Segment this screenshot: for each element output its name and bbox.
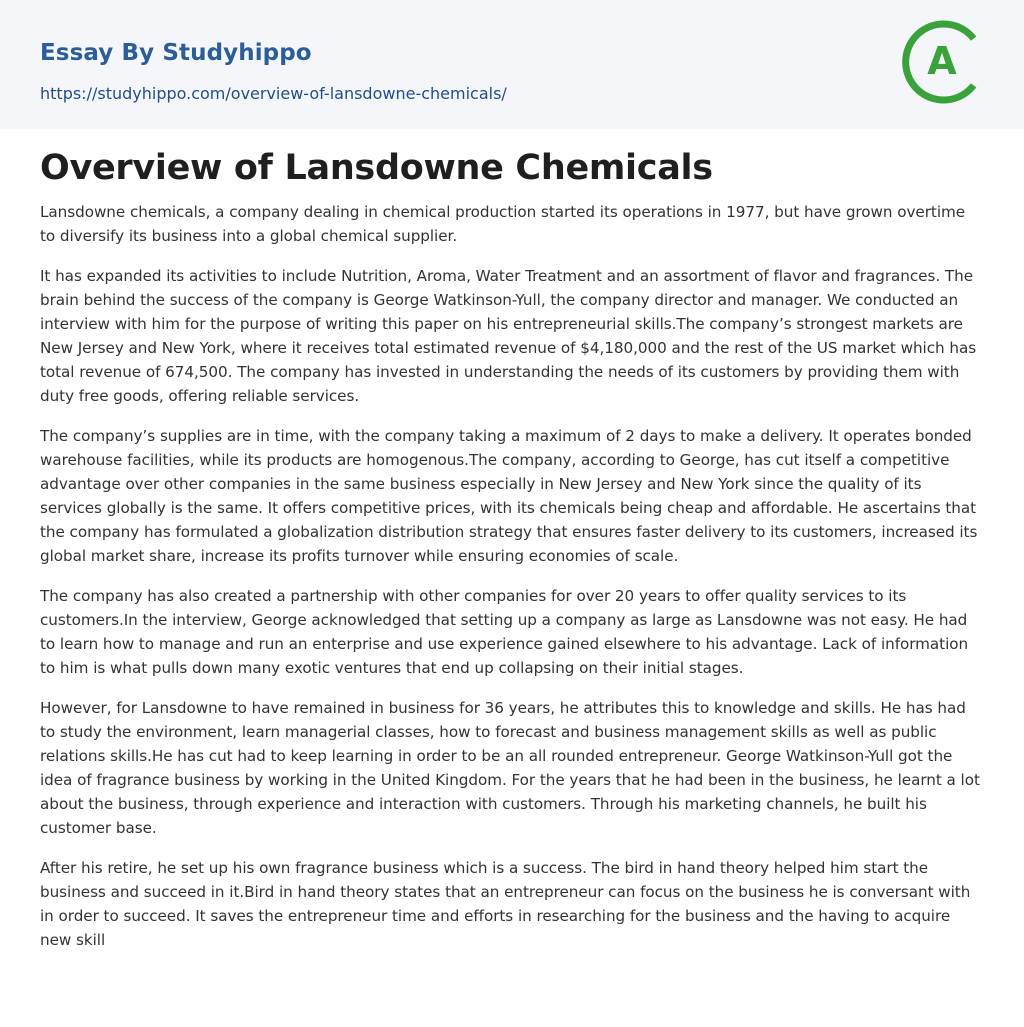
essay-paragraph: It has expanded its activities to include Nutrition, Aroma, Water Treatment and an assortment of flavor and fragrances. The brain behind the success of the company is George Watkinson-Yull, the company director and manager. We conducted an interview with him for the purpose of writing this paper on his entrepreneurial skills.The company’s strongest markets are New Jersey and New York, where it receives total estimated revenue of $4,180,000 and the rest of the US market which has total revenue of 674,500. The company has invested in understanding the needs of its customers by providing them with duty free goods, offering reliable services. bbox=[40, 267, 977, 405]
essay-paragraph: However, for Lansdowne to have remained in business for 36 years, he attributes this to knowledge and skills. He has had to study the environment, learn managerial classes, how to forecast and business management skills as well as public relations skills.He has cut had to keep learning in order to be an all rounded entrepreneur. George Watkinson-Yull got the idea of fragrance business by working in the United Kingdom. For the years that he had been in the business, he learnt a lot about the business, through experience and interaction with customers. Through his marketing channels, he built his customer base. bbox=[40, 699, 980, 837]
essay-paragraph: The company’s supplies are in time, with the company taking a maximum of 2 days to make a delivery. It operates bonded warehouse facilities, while its products are homogenous.The company, according to George, has cut itself a competitive advantage over other companies in the same business especially in New Jersey and New York since the quality of its services globally is the same. It offers competitive prices, with its chemicals being cheap and affordable. He ascertains that the company has formulated a globalization distribution strategy that ensures faster delivery to its customers, increased its global market share, increase its profits turnover while ensuring economies of scale. bbox=[40, 427, 978, 565]
essay-paragraph: Lansdowne chemicals, a company dealing in chemical production started its operations in 1977, but have grown overtime to diversify its business into a global chemical supplier. bbox=[40, 203, 966, 245]
page-header bbox=[0, 0, 1024, 129]
studyhippo-logo[interactable] bbox=[899, 19, 985, 105]
site-brand[interactable]: Essay By Studyhippo bbox=[40, 40, 312, 66]
essay-paragraph: After his retire, he set up his own fragrance business which is a success. The bird in hand theory helped him start the business and succeed in it.Bird in hand theory states that an entrepreneur can focus on the business he is conversant with in order to succeed. It saves the entrepreneur time and efforts in researching for the business and the having to acquire new skill bbox=[40, 859, 971, 949]
logo-letter: A bbox=[927, 39, 957, 83]
page-title: Overview of Lansdowne Chemicals bbox=[40, 148, 713, 188]
essay-content bbox=[0, 129, 1024, 952]
essay-paragraph: The company has also created a partnership with other companies for over 20 years to offer quality services to its customers.In the interview, George acknowledged that setting up a company as large as Lansdowne was not easy. He had to learn how to manage and run an enterprise and use experience gained elsewhere to his advantage. Lack of information to him is what pulls down many exotic ventures that end up collapsing on their initial stages. bbox=[40, 587, 969, 677]
source-url-link[interactable]: https://studyhippo.com/overview-of-lansdowne-chemicals/ bbox=[40, 84, 507, 103]
